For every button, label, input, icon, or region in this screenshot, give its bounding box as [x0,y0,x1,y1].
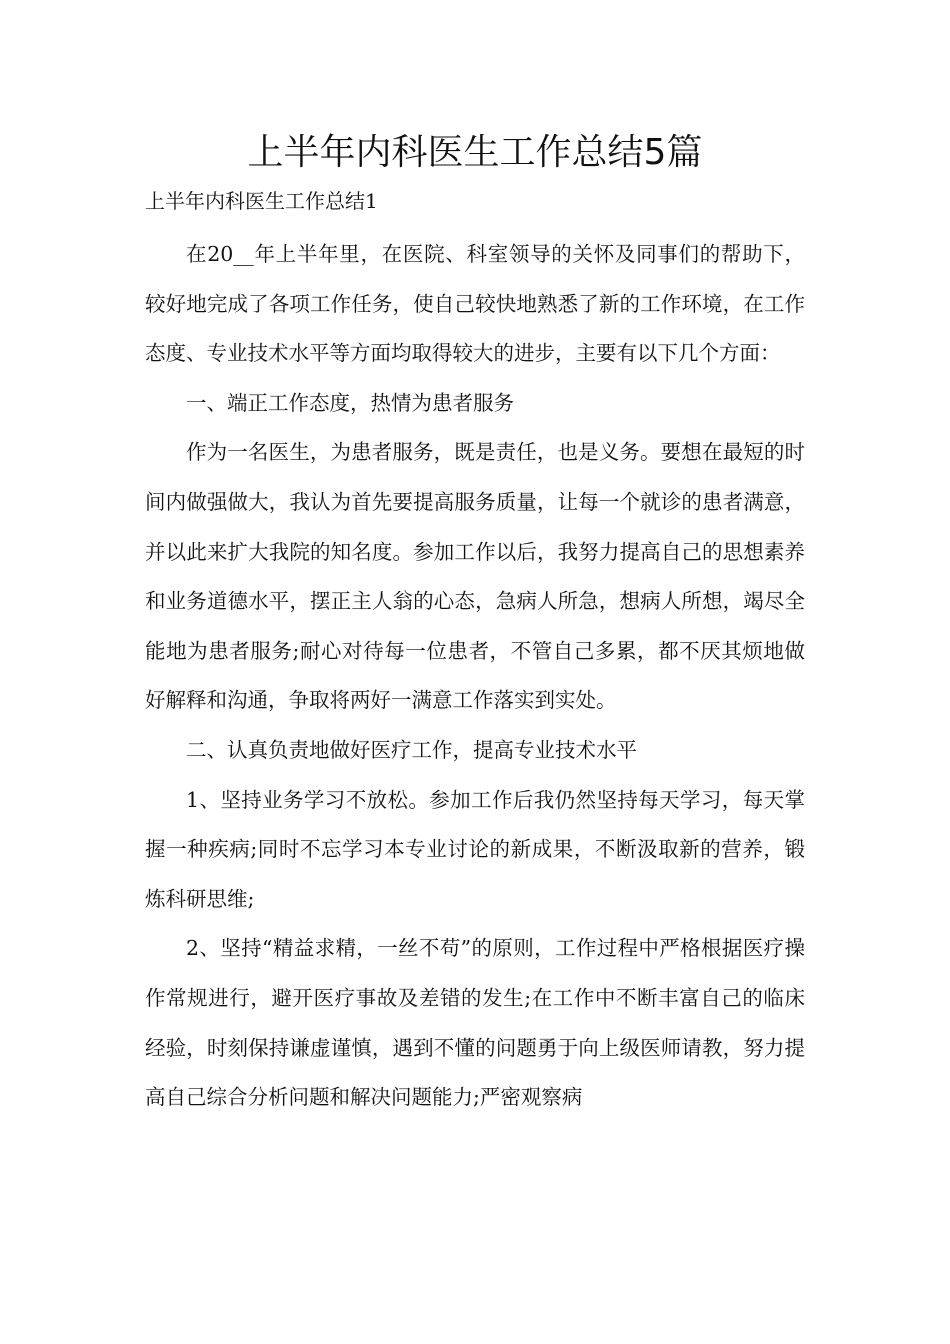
paragraph-study: 1、坚持业务学习不放松。参加工作后我仍然坚持每天学习，每天掌握一种疾病;同时不忘学习本专业讨论的新成果，不断汲取新的营养，锻炼科研思维; [145,787,805,911]
paragraph-service: 作为一名医生，为患者服务，既是责任，也是义务。要想在最短的时间内做强做大，我认为首先要提高服务质量，让每一个就诊的患者满意，并以此来扩大我院的知名度。参加工作以后，我努力提高自己的思想素养和业务道德水平，摆正主人翁的心态，急病人所急，想病人所想，竭尽全能地为患者服务;耐心对待每一位患者，不管自己多累，都不厌其烦地做好解释和沟通，争取将两好一满意工作落实到实处。 [145,440,805,713]
heading-section-2: 二、认真负责地做好医疗工作，提高专业技术水平 [186,737,637,762]
heading-section-1: 一、端正工作态度，热情为患者服务 [186,390,514,415]
document-body [145,230,805,1123]
document-title: 上半年内科医生工作总结5篇 [247,132,703,173]
paragraph-principle: 2、坚持“精益求精，一丝不苟”的原则，工作过程中严格根据医疗操作常规进行，避开医疗事故及差错的发生;在工作中不断丰富自己的临床经验，时刻保持谦虚谨慎，遇到不懂的问题勇于向上级医师请教，努力提高自己综合分析问题和解决问题能力;严密观察病 [145,936,805,1110]
section-subtitle: 上半年内科医生工作总结1 [145,189,378,213]
paragraph-intro: 在20__年上半年里，在医院、科室领导的关怀及同事们的帮助下，较好地完成了各项工作任务，使自己较快地熟悉了新的工作环境，在工作态度、专业技术水平等方面均取得较大的进步，主要有以下几个方面： [145,242,805,366]
